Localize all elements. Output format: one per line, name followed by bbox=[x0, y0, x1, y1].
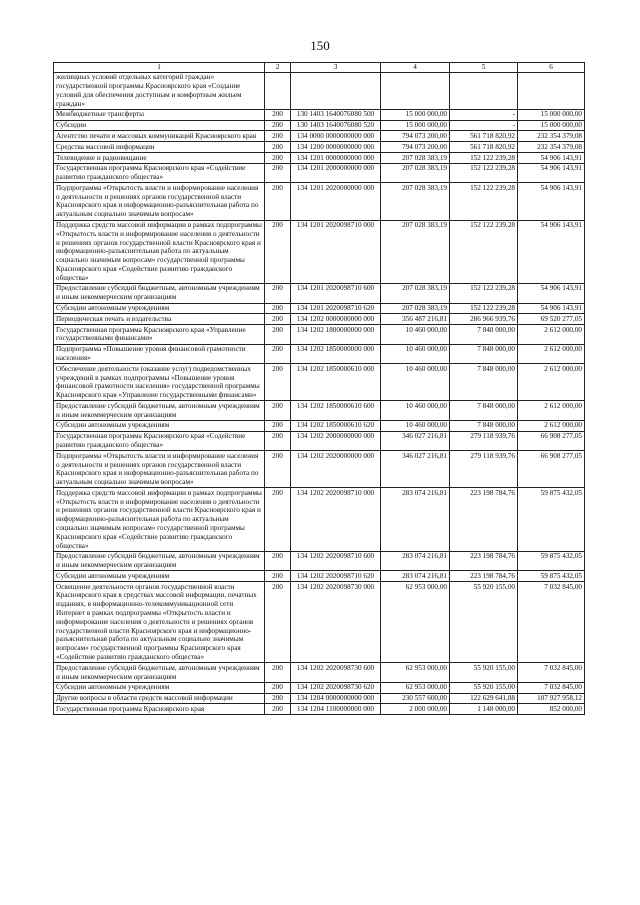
row-code-cell: 200 bbox=[265, 704, 291, 715]
row-code-cell: 200 bbox=[265, 344, 291, 364]
table-row bbox=[54, 571, 585, 582]
row-kbk-cell: 134 1202 1850000610 600 bbox=[291, 401, 381, 421]
row-amount-remaining-cell: 54 906 143,91 bbox=[518, 163, 585, 183]
row-amount-executed-cell: 279 118 939,76 bbox=[450, 431, 518, 451]
row-amount-remaining-cell: 15 000 000,00 bbox=[518, 120, 585, 131]
row-amount-remaining-cell: 54 906 143,91 bbox=[518, 283, 585, 303]
row-code-cell: 200 bbox=[265, 183, 291, 220]
table-body bbox=[54, 72, 585, 714]
table-row bbox=[54, 314, 585, 325]
column-header: 3 bbox=[291, 63, 381, 73]
row-amount-remaining-cell: 2 612 000,00 bbox=[518, 420, 585, 431]
row-amount-approved-cell: 207 028 383,19 bbox=[381, 303, 450, 314]
row-amount-executed-cell: 55 920 155,00 bbox=[450, 582, 518, 663]
table-row bbox=[54, 663, 585, 683]
row-name-cell: Государственная программа Красноярского края «Содействие развитию гражданского общества» bbox=[54, 163, 265, 183]
row-code-cell: 200 bbox=[265, 153, 291, 164]
row-kbk-cell: 134 1200 0000000000 000 bbox=[291, 142, 381, 153]
row-kbk-cell: 134 1202 2020098730 620 bbox=[291, 682, 381, 693]
row-amount-remaining-cell: 2 612 000,00 bbox=[518, 344, 585, 364]
row-name-cell: Государственная программа Красноярского края «Содействие развитию гражданского общества» bbox=[54, 431, 265, 451]
row-name-cell: Субсидии bbox=[54, 120, 265, 131]
row-amount-remaining-cell: 7 032 845,00 bbox=[518, 582, 585, 663]
table-row bbox=[54, 120, 585, 131]
row-code-cell: 200 bbox=[265, 283, 291, 303]
row-name-cell: Предоставление субсидий бюджетным, автономным учреждениям и иным некоммерческим организациям bbox=[54, 401, 265, 421]
row-amount-executed-cell: 152 122 239,28 bbox=[450, 283, 518, 303]
row-amount-executed-cell: 279 118 939,76 bbox=[450, 451, 518, 488]
row-name-cell: Поддержка средств массовой информации в рамках подпрограммы «Открытость власти и информирование населения о деятельности и решениях органов государственной власти Красноярского края и информационно-разъяснительная работа по актуальным социально значимым вопросам» государственной программы Красноярского края «Содействие развитию гражданского общества» bbox=[54, 220, 265, 283]
row-name-cell: Межбюджетные трансферты bbox=[54, 109, 265, 120]
row-code-cell: 200 bbox=[265, 571, 291, 582]
row-name-cell: Предоставление субсидий бюджетным, автономным учреждениям и иным некоммерческим организациям bbox=[54, 283, 265, 303]
row-amount-executed-cell: 152 122 239,28 bbox=[450, 220, 518, 283]
row-amount-remaining-cell: 59 875 432,05 bbox=[518, 571, 585, 582]
row-code-cell: 200 bbox=[265, 431, 291, 451]
row-amount-remaining-cell: 232 354 379,08 bbox=[518, 142, 585, 153]
row-amount-executed-cell: 223 198 784,76 bbox=[450, 571, 518, 582]
row-code-cell: 200 bbox=[265, 582, 291, 663]
row-amount-executed-cell: - bbox=[450, 120, 518, 131]
row-name-cell: Субсидии автономным учреждениям bbox=[54, 682, 265, 693]
row-kbk-cell: 134 1202 1850000610 620 bbox=[291, 420, 381, 431]
table-row bbox=[54, 72, 585, 109]
row-name-cell: Субсидии автономным учреждениям bbox=[54, 303, 265, 314]
row-amount-approved-cell bbox=[381, 72, 450, 109]
row-kbk-cell bbox=[291, 72, 381, 109]
row-amount-approved-cell: 283 074 216,81 bbox=[381, 571, 450, 582]
row-kbk-cell: 134 1204 0000000000 000 bbox=[291, 693, 381, 704]
row-code-cell: 200 bbox=[265, 303, 291, 314]
table-row bbox=[54, 488, 585, 551]
table-row bbox=[54, 551, 585, 571]
row-code-cell bbox=[265, 72, 291, 109]
table-row bbox=[54, 582, 585, 663]
row-name-cell: Подпрограмма «Открытость власти и информирование населения о деятельности и решениях органов государственной власти Красноярского края и информационно-разъяснительная работа по актуальным социально значимым вопросам» bbox=[54, 183, 265, 220]
row-code-cell: 200 bbox=[265, 663, 291, 683]
row-amount-executed-cell bbox=[450, 72, 518, 109]
row-amount-approved-cell: 2 000 000,00 bbox=[381, 704, 450, 715]
row-amount-approved-cell: 15 000 000,00 bbox=[381, 120, 450, 131]
row-amount-executed-cell: 152 122 239,28 bbox=[450, 303, 518, 314]
row-code-cell: 200 bbox=[265, 420, 291, 431]
row-amount-approved-cell: 10 460 000,00 bbox=[381, 364, 450, 401]
row-amount-remaining-cell: 2 612 000,00 bbox=[518, 325, 585, 345]
row-amount-remaining-cell: 54 906 143,91 bbox=[518, 183, 585, 220]
row-kbk-cell: 134 1201 0000000000 000 bbox=[291, 153, 381, 164]
row-code-cell: 200 bbox=[265, 142, 291, 153]
row-amount-executed-cell: - bbox=[450, 109, 518, 120]
row-amount-remaining-cell: 2 612 000,00 bbox=[518, 401, 585, 421]
row-code-cell: 200 bbox=[265, 131, 291, 142]
row-code-cell: 200 bbox=[265, 488, 291, 551]
row-amount-executed-cell: 223 198 784,76 bbox=[450, 551, 518, 571]
row-amount-executed-cell: 7 848 000,00 bbox=[450, 420, 518, 431]
row-name-cell: жилищных условий отдельных категорий граждан» государственной программы Красноярского края «Создание условий для обеспечения доступным и комфортным жильем граждан» bbox=[54, 72, 265, 109]
row-kbk-cell: 134 1202 2020098710 620 bbox=[291, 571, 381, 582]
column-header: 5 bbox=[450, 63, 518, 73]
table-row bbox=[54, 142, 585, 153]
row-code-cell: 200 bbox=[265, 109, 291, 120]
row-name-cell: Поддержка средств массовой информации в рамках подпрограммы «Открытость власти и информирование населения о деятельности и решениях органов государственной власти Красноярского края и информационно-разъяснительная работа по актуальным социально значимым вопросам» государственной программы Красноярского края «Содействие развитию гражданского общества» bbox=[54, 488, 265, 551]
row-amount-approved-cell: 283 074 216,81 bbox=[381, 551, 450, 571]
budget-table bbox=[53, 62, 585, 715]
row-amount-remaining-cell: 59 875 432,05 bbox=[518, 488, 585, 551]
row-code-cell: 200 bbox=[265, 364, 291, 401]
row-kbk-cell: 134 1201 2000000000 000 bbox=[291, 163, 381, 183]
row-amount-approved-cell: 62 953 000,00 bbox=[381, 582, 450, 663]
row-kbk-cell: 134 1201 2020098710 000 bbox=[291, 220, 381, 283]
row-name-cell: Подпрограмма «Открытость власти и информирование населения о деятельности и решениях органов государственной власти Красноярского края и информационно-разъяснительная работа по актуальным социально значимым вопросам» bbox=[54, 451, 265, 488]
column-header: 2 bbox=[265, 63, 291, 73]
row-amount-approved-cell: 10 460 000,00 bbox=[381, 344, 450, 364]
table-row bbox=[54, 109, 585, 120]
row-amount-executed-cell: 7 848 000,00 bbox=[450, 401, 518, 421]
row-name-cell: Государственная программа Красноярского края bbox=[54, 704, 265, 715]
table-row bbox=[54, 303, 585, 314]
table-row bbox=[54, 344, 585, 364]
row-amount-remaining-cell: 7 032 845,00 bbox=[518, 663, 585, 683]
row-name-cell: Предоставление субсидий бюджетным, автономным учреждениям и иным некоммерческим организациям bbox=[54, 551, 265, 571]
row-code-cell: 200 bbox=[265, 682, 291, 693]
table-row bbox=[54, 325, 585, 345]
row-amount-remaining-cell: 54 906 143,91 bbox=[518, 153, 585, 164]
row-amount-approved-cell: 346 027 216,81 bbox=[381, 451, 450, 488]
row-code-cell: 200 bbox=[265, 401, 291, 421]
row-amount-executed-cell: 152 122 239,28 bbox=[450, 183, 518, 220]
table-row bbox=[54, 401, 585, 421]
table-row bbox=[54, 163, 585, 183]
table-row bbox=[54, 220, 585, 283]
row-amount-approved-cell: 62 953 000,00 bbox=[381, 682, 450, 693]
row-kbk-cell: 134 1204 1100000000 000 bbox=[291, 704, 381, 715]
row-amount-executed-cell: 223 198 784,76 bbox=[450, 488, 518, 551]
row-amount-approved-cell: 207 028 383,19 bbox=[381, 163, 450, 183]
page-number: 150 bbox=[310, 38, 330, 53]
table-row bbox=[54, 693, 585, 704]
row-code-cell: 200 bbox=[265, 451, 291, 488]
row-amount-remaining-cell: 232 354 379,08 bbox=[518, 131, 585, 142]
row-name-cell: Периодическая печать и издательства bbox=[54, 314, 265, 325]
row-kbk-cell: 134 1202 1850000000 000 bbox=[291, 344, 381, 364]
row-kbk-cell: 134 1202 1800000000 000 bbox=[291, 325, 381, 345]
row-amount-executed-cell: 122 629 641,88 bbox=[450, 693, 518, 704]
row-name-cell: Агентство печати и массовых коммуникаций Красноярского края bbox=[54, 131, 265, 142]
row-amount-remaining-cell: 107 927 958,12 bbox=[518, 693, 585, 704]
table-row bbox=[54, 364, 585, 401]
row-amount-remaining-cell: 69 520 277,05 bbox=[518, 314, 585, 325]
table-row bbox=[54, 431, 585, 451]
row-kbk-cell: 130 1403 1640076080 520 bbox=[291, 120, 381, 131]
row-kbk-cell: 130 1403 1640076080 500 bbox=[291, 109, 381, 120]
row-amount-approved-cell: 207 028 383,19 bbox=[381, 183, 450, 220]
column-header: 6 bbox=[518, 63, 585, 73]
row-code-cell: 200 bbox=[265, 220, 291, 283]
row-code-cell: 200 bbox=[265, 120, 291, 131]
row-amount-remaining-cell: 66 908 277,05 bbox=[518, 451, 585, 488]
row-name-cell: Государственная программа Красноярского края «Управление государственными финансами» bbox=[54, 325, 265, 345]
column-header: 4 bbox=[381, 63, 450, 73]
row-amount-approved-cell: 230 557 600,00 bbox=[381, 693, 450, 704]
row-kbk-cell: 134 1202 2000000000 000 bbox=[291, 431, 381, 451]
row-amount-executed-cell: 7 848 000,00 bbox=[450, 325, 518, 345]
table-row bbox=[54, 153, 585, 164]
row-amount-approved-cell: 207 028 383,19 bbox=[381, 220, 450, 283]
row-kbk-cell: 134 1202 2020000000 000 bbox=[291, 451, 381, 488]
table-row bbox=[54, 451, 585, 488]
row-kbk-cell: 134 1201 2020000000 000 bbox=[291, 183, 381, 220]
row-name-cell: Освещение деятельности органов государственной власти Красноярского края в средствах массовой информации, печатных изданиях, в информационно-телекоммуникационной сети Интернет в рамках подпрограммы «Открытость власти и информирование населения о деятельности и решениях органов государственной власти Красноярского края и информационно-разъяснительная работа по актуальным социально значимым вопросам» государственной программы Красноярского края «Содействие развитию гражданского общества» bbox=[54, 582, 265, 663]
row-amount-executed-cell: 286 966 939,76 bbox=[450, 314, 518, 325]
row-amount-remaining-cell: 15 000 000,00 bbox=[518, 109, 585, 120]
row-amount-approved-cell: 283 074 216,81 bbox=[381, 488, 450, 551]
row-kbk-cell: 134 1201 2020098710 600 bbox=[291, 283, 381, 303]
row-name-cell: Обеспечение деятельности (оказание услуг) подведомственных учреждений в рамках подпрограммы «Повышение уровня финансовой грамотности населения» государственной программы Красноярского края «Управление государственными финансами» bbox=[54, 364, 265, 401]
row-amount-executed-cell: 152 122 239,28 bbox=[450, 163, 518, 183]
row-amount-executed-cell: 561 718 820,92 bbox=[450, 131, 518, 142]
row-amount-remaining-cell: 2 612 000,00 bbox=[518, 364, 585, 401]
row-kbk-cell: 134 1202 2020098730 000 bbox=[291, 582, 381, 663]
table-row bbox=[54, 682, 585, 693]
row-amount-remaining-cell bbox=[518, 72, 585, 109]
row-kbk-cell: 134 1202 1850000610 000 bbox=[291, 364, 381, 401]
row-amount-remaining-cell: 54 906 143,91 bbox=[518, 303, 585, 314]
table-row bbox=[54, 420, 585, 431]
row-amount-remaining-cell: 59 875 432,05 bbox=[518, 551, 585, 571]
row-amount-approved-cell: 10 460 000,00 bbox=[381, 401, 450, 421]
row-kbk-cell: 134 1202 2020098710 000 bbox=[291, 488, 381, 551]
row-amount-remaining-cell: 54 906 143,91 bbox=[518, 220, 585, 283]
row-name-cell: Субсидии автономным учреждениям bbox=[54, 420, 265, 431]
column-header: 1 bbox=[54, 63, 265, 73]
row-name-cell: Средства массовой информации bbox=[54, 142, 265, 153]
row-name-cell: Подпрограмма «Повышение уровня финансовой грамотности населения» bbox=[54, 344, 265, 364]
row-kbk-cell: 134 1201 2020098710 620 bbox=[291, 303, 381, 314]
row-amount-approved-cell: 207 028 383,19 bbox=[381, 153, 450, 164]
table-row bbox=[54, 283, 585, 303]
row-name-cell: Другие вопросы в области средств массовой информации bbox=[54, 693, 265, 704]
row-amount-remaining-cell: 7 032 845,00 bbox=[518, 682, 585, 693]
row-name-cell: Телевидение и радиовещание bbox=[54, 153, 265, 164]
row-code-cell: 200 bbox=[265, 163, 291, 183]
row-amount-approved-cell: 62 953 000,00 bbox=[381, 663, 450, 683]
row-amount-approved-cell: 207 028 383,19 bbox=[381, 283, 450, 303]
row-amount-approved-cell: 794 073 200,00 bbox=[381, 131, 450, 142]
row-amount-executed-cell: 7 848 000,00 bbox=[450, 344, 518, 364]
row-amount-executed-cell: 561 718 820,92 bbox=[450, 142, 518, 153]
row-amount-approved-cell: 10 460 000,00 bbox=[381, 420, 450, 431]
row-kbk-cell: 134 0000 0000000000 000 bbox=[291, 131, 381, 142]
row-name-cell: Субсидии автономным учреждениям bbox=[54, 571, 265, 582]
row-amount-executed-cell: 152 122 239,28 bbox=[450, 153, 518, 164]
row-amount-executed-cell: 55 920 155,00 bbox=[450, 682, 518, 693]
row-code-cell: 200 bbox=[265, 325, 291, 345]
row-code-cell: 200 bbox=[265, 551, 291, 571]
row-amount-approved-cell: 346 027 216,81 bbox=[381, 431, 450, 451]
row-kbk-cell: 134 1202 2020098730 600 bbox=[291, 663, 381, 683]
row-code-cell: 200 bbox=[265, 314, 291, 325]
row-code-cell: 200 bbox=[265, 693, 291, 704]
table-header-row bbox=[54, 63, 585, 73]
table-row bbox=[54, 183, 585, 220]
row-name-cell: Предоставление субсидий бюджетным, автономным учреждениям и иным некоммерческим организациям bbox=[54, 663, 265, 683]
row-amount-executed-cell: 7 848 000,00 bbox=[450, 364, 518, 401]
row-amount-approved-cell: 10 460 000,00 bbox=[381, 325, 450, 345]
row-amount-remaining-cell: 66 908 277,05 bbox=[518, 431, 585, 451]
row-kbk-cell: 134 1202 2020098710 600 bbox=[291, 551, 381, 571]
table-row bbox=[54, 131, 585, 142]
row-kbk-cell: 134 1202 0000000000 000 bbox=[291, 314, 381, 325]
table-row bbox=[54, 704, 585, 715]
row-amount-approved-cell: 15 000 000,00 bbox=[381, 109, 450, 120]
row-amount-approved-cell: 794 073 200,00 bbox=[381, 142, 450, 153]
row-amount-executed-cell: 1 148 000,00 bbox=[450, 704, 518, 715]
row-amount-approved-cell: 356 487 216,81 bbox=[381, 314, 450, 325]
row-amount-executed-cell: 55 920 155,00 bbox=[450, 663, 518, 683]
row-amount-remaining-cell: 852 000,00 bbox=[518, 704, 585, 715]
